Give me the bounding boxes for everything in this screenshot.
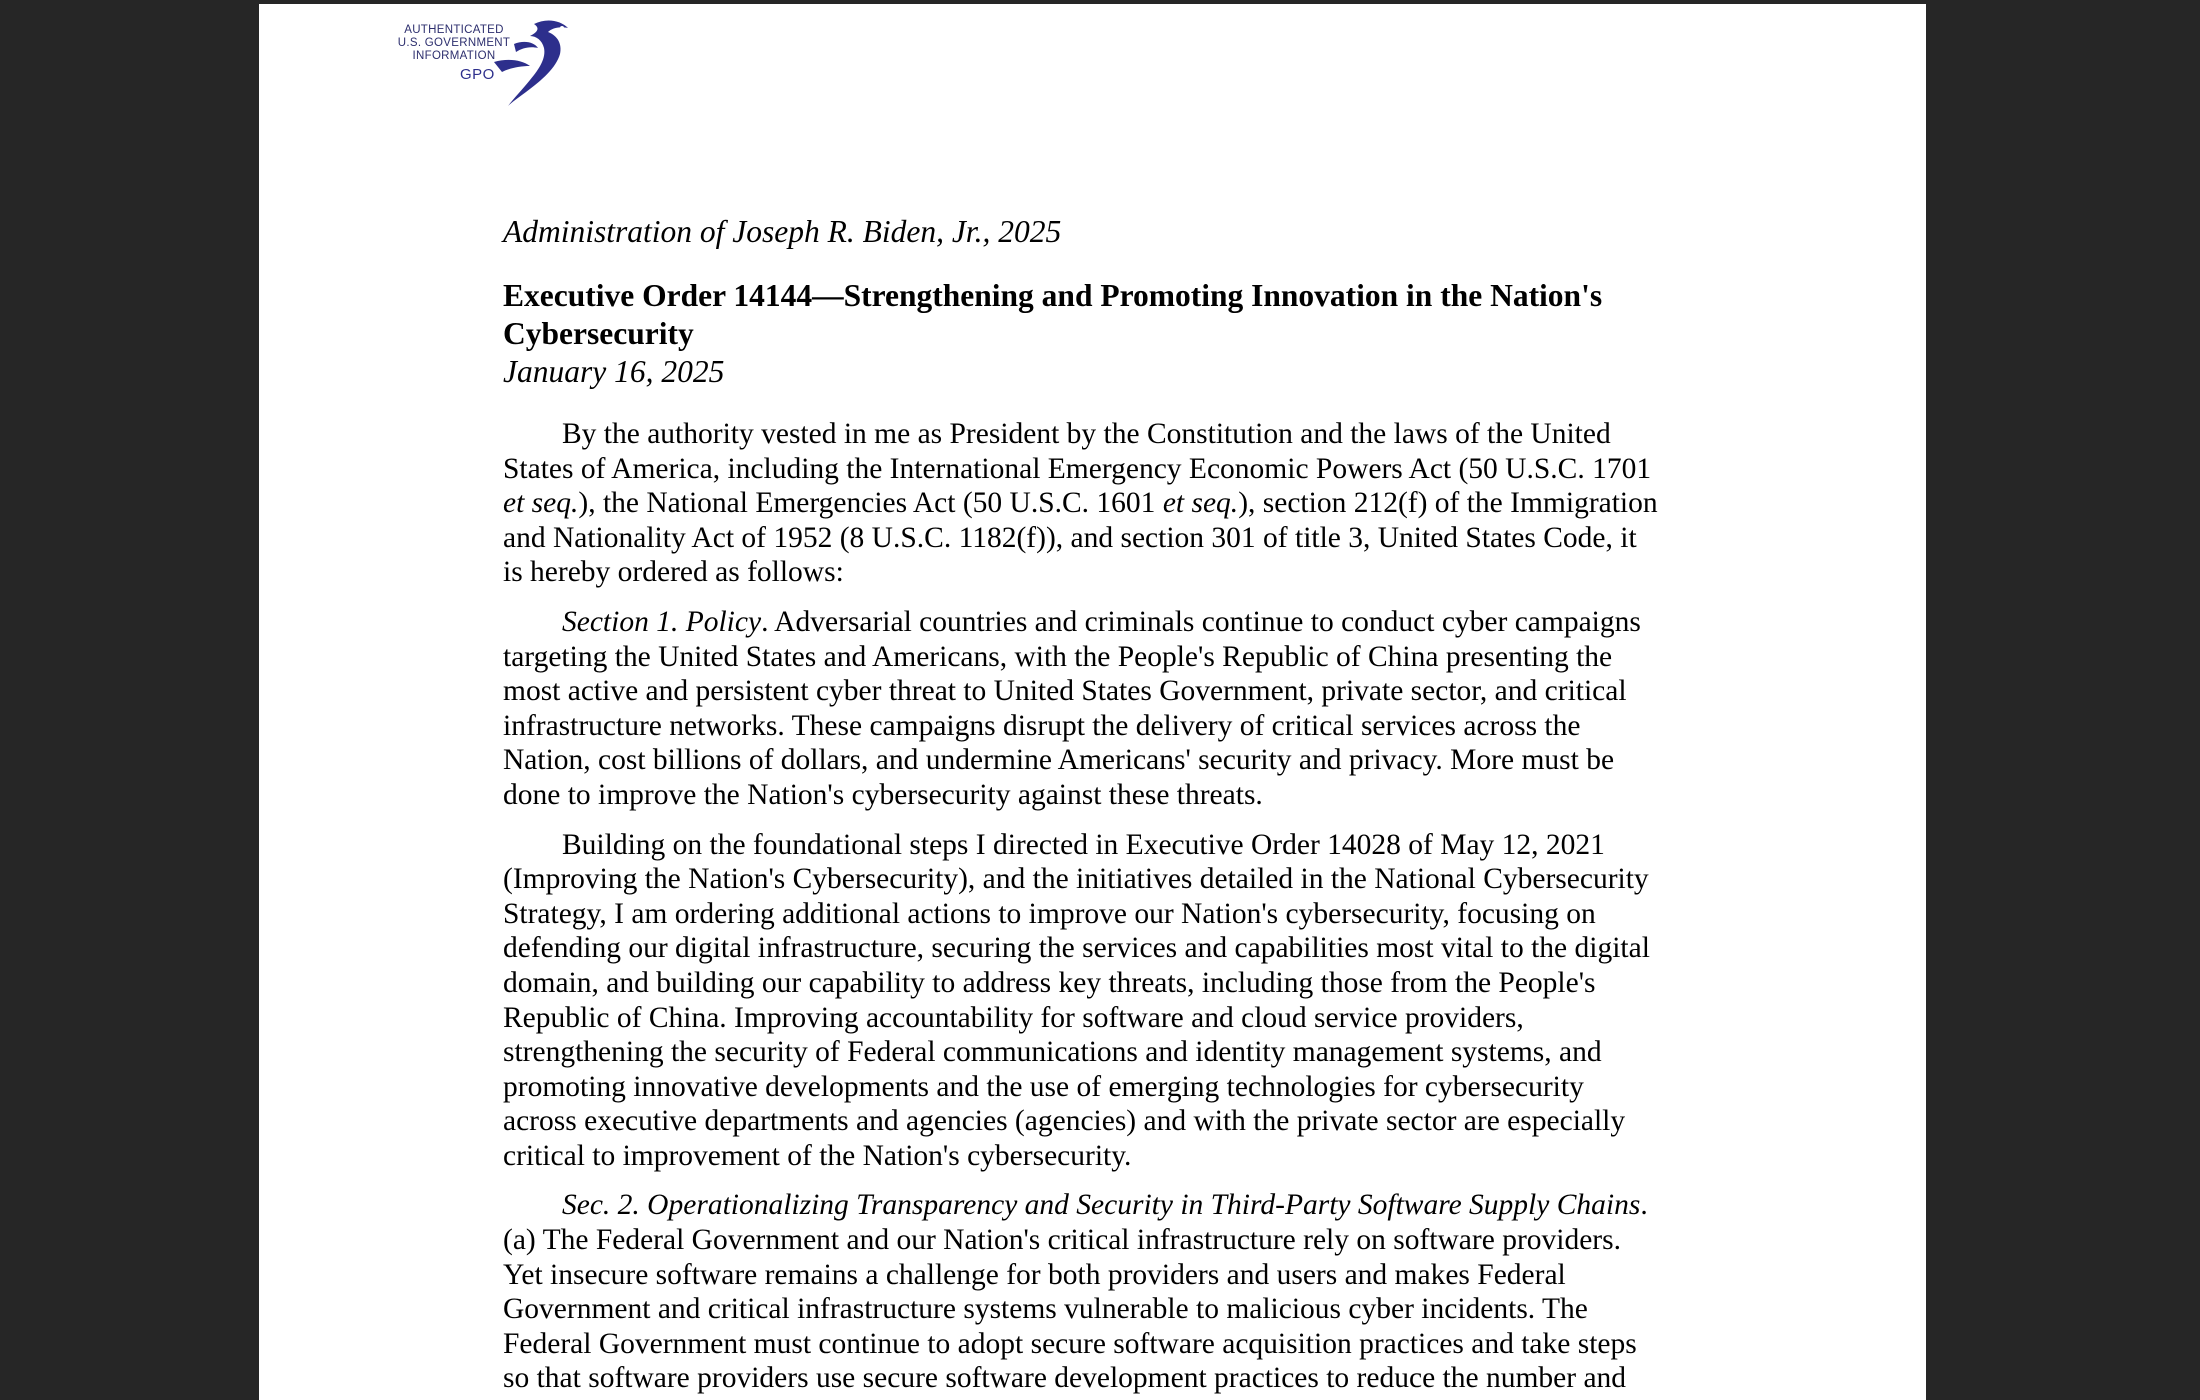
title-line-2: Cybersecurity [503, 316, 694, 351]
gpo-logo-mark: GPO [460, 66, 495, 83]
paragraph-text: . [1640, 1189, 1648, 1222]
paragraph-line: most active and persistent cyber threat to United States Government, private sector, and critical [503, 675, 1627, 708]
paragraph-line: infrastructure networks. These campaigns disrupt the delivery of critical services across the [503, 709, 1581, 742]
document-page [259, 4, 1926, 1400]
paragraph-line: is hereby ordered as follows: [503, 556, 844, 589]
paragraph-section-2 [503, 1188, 1693, 1396]
paragraph-line: (a) The Federal Government and our Nation's critical infrastructure rely on software providers. [503, 1224, 1621, 1257]
paragraph-line: targeting the United States and Americans, with the People's Republic of China presenting the [503, 640, 1613, 673]
document-body [503, 213, 1693, 1400]
citation-italic: et seq. [1162, 487, 1239, 520]
citation-italic: et seq. [503, 487, 579, 520]
paragraph-text: ), the National Emergencies Act (50 U.S.C. 1601 [578, 487, 1163, 520]
title-line-1: Executive Order 14144—Strengthening and Promoting Innovation in the Nation's [503, 278, 1603, 313]
paragraph-line: so that software providers use secure software development practices to reduce the number and [503, 1362, 1627, 1395]
paragraph-line: Government and critical infrastructure systems vulnerable to malicious cyber incidents. The [503, 1293, 1588, 1326]
paragraph-line: defending our digital infrastructure, securing the services and capabilities most vital to the digital [503, 932, 1650, 965]
paragraph-line [503, 605, 1693, 640]
paragraph-building [503, 828, 1693, 1174]
paragraph-line: and Nationality Act of 1952 (8 U.S.C. 1182(f)), and section 301 of title 3, United States Code, it [503, 521, 1637, 554]
document-date: January 16, 2025 [503, 354, 725, 389]
paragraph-section-1 [503, 605, 1693, 813]
paragraph-line: done to improve the Nation's cybersecurity against these threats. [503, 778, 1263, 811]
eagle-icon [474, 14, 584, 106]
paragraph-line: promoting innovative developments and the use of emerging technologies for cybersecurity [503, 1070, 1584, 1103]
paragraph-line: critical to improvement of the Nation's cybersecurity. [503, 1139, 1132, 1172]
paragraph-line: By the authority vested in me as President by the Constitution and the laws of the United [562, 418, 1611, 450]
paragraph-authority [503, 417, 1693, 590]
paragraph-line: Building on the foundational steps I directed in Executive Order 14028 of May 12, 2021 [562, 828, 1605, 861]
paragraph-line: States of America, including the International Emergency Economic Powers Act (50 U.S.C. 1701 [503, 452, 1652, 485]
administration-line: Administration of Joseph R. Biden, Jr., 2025 [503, 214, 1062, 249]
section-heading: Sec. 2. Operationalizing Transparency and Security in Third-Party Software Supply Chains [562, 1189, 1641, 1222]
gpo-logo-line2: U.S. GOVERNMENT [397, 37, 511, 49]
paragraph-text: ), section 212(f) of the Immigration [1238, 487, 1658, 520]
paragraph-line: domain, and building our capability to address key threats, including those from the People's [503, 966, 1596, 999]
paragraph-line: Strategy, I am ordering additional actions to improve our Nation's cybersecurity, focusing on [503, 897, 1596, 930]
paragraph-line: across executive departments and agencies (agencies) and with the private sector are especially [503, 1105, 1626, 1138]
paragraph-line: (Improving the Nation's Cybersecurity), and the initiatives detailed in the National Cybersecurity [503, 863, 1649, 896]
paragraph-line [503, 486, 1693, 521]
section-heading: Section 1. Policy [562, 605, 762, 638]
paragraph-line: strengthening the security of Federal communications and identity management systems, and [503, 1036, 1602, 1069]
paragraph-line: Republic of China. Improving accountability for software and cloud service providers, [503, 1001, 1524, 1034]
paragraph-line: Nation, cost billions of dollars, and undermine Americans' security and privacy. More must be [503, 744, 1615, 777]
document-title [503, 277, 1693, 353]
gpo-authentication-logo [384, 14, 584, 106]
gpo-logo-line3: INFORMATION [412, 50, 496, 62]
gpo-logo-line1: AUTHENTICATED [404, 24, 504, 36]
paragraph-line: Federal Government must continue to adopt secure software acquisition practices and take steps [503, 1327, 1637, 1360]
paragraph-line [503, 1188, 1693, 1223]
paragraph-text: . Adversarial countries and criminals continue to conduct cyber campaigns [761, 605, 1641, 638]
paragraph-line: Yet insecure software remains a challenge for both providers and users and makes Federal [503, 1258, 1566, 1291]
